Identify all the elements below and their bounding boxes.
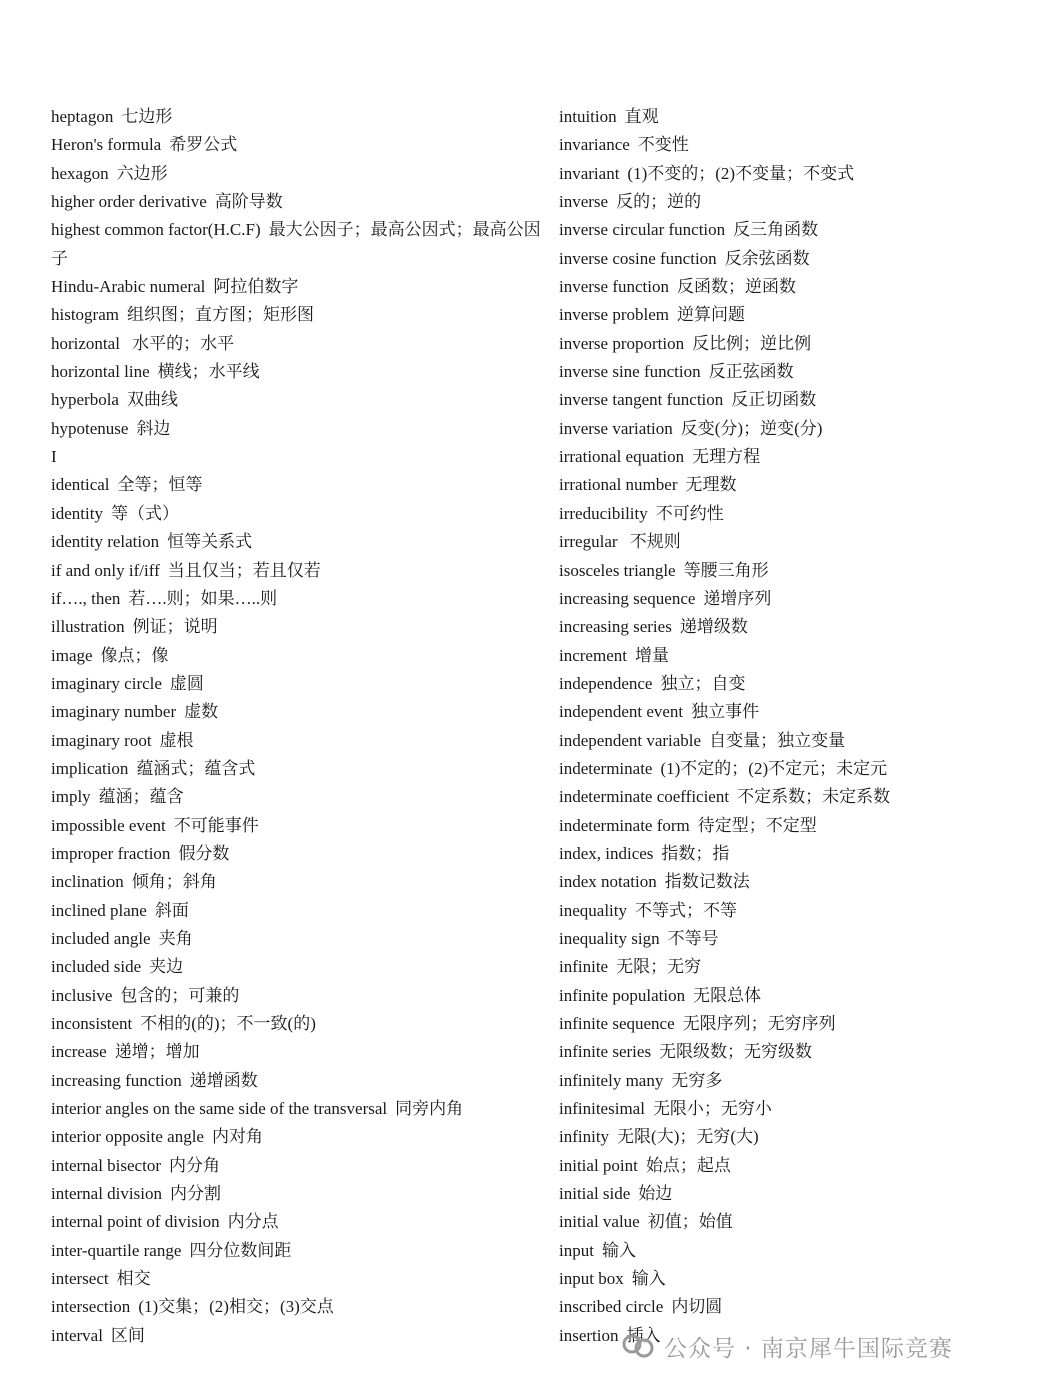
glossary-entry [559,953,1029,981]
entry-definition: 反三角函数 [733,220,819,240]
glossary-entry [51,1208,541,1236]
entry-definition: 相交 [116,1269,151,1289]
entry-definition: 四分位数间距 [189,1240,292,1260]
glossary-entry [559,868,1029,896]
entry-term: inverse problem [559,305,669,325]
glossary-entry [51,1322,541,1350]
entry-term: infinity [559,1127,610,1147]
entry-term: interior opposite angle [51,1127,204,1147]
entry-definition: 组织图；直方图；矩形图 [127,305,314,325]
entry-definition: 无限级数；无穷级数 [659,1042,813,1062]
entry-definition: 同旁内角 [395,1099,464,1119]
glossary-entry [51,1293,541,1321]
glossary-entry [559,103,1029,131]
entry-definition: 增量 [634,645,669,665]
entry-definition: 横线；水平线 [157,362,260,382]
entry-term: infinite series [559,1042,652,1062]
glossary-entry [51,301,541,329]
entry-definition: 虚数 [184,702,219,722]
entry-term: image [51,645,93,665]
glossary-entry [559,698,1029,726]
entry-definition: 独立事件 [691,702,760,722]
glossary-entry [51,585,541,613]
glossary-entry [51,1152,541,1180]
entry-term: initial side [559,1184,631,1204]
glossary-entry [51,557,541,585]
entry-term: if…., then [51,588,121,608]
glossary-entry [51,897,541,925]
entry-term: infinitely many [559,1070,664,1090]
right-glossary-column [559,103,1029,1350]
entry-term: imply [51,787,91,807]
entry-definition: 区间 [110,1325,145,1345]
glossary-entry [51,1123,541,1151]
glossary-entry [51,982,541,1010]
glossary-entry [51,840,541,868]
entry-term: internal point of division [51,1212,220,1232]
entry-definition: 无理数 [685,475,737,495]
glossary-entry [51,500,541,528]
entry-term: irrational equation [559,447,685,467]
entry-term: inclusive [51,985,113,1005]
glossary-entry [51,330,541,358]
glossary-entry [51,1038,541,1066]
entry-definition: 等腰三角形 [683,560,769,580]
glossary-entry [559,330,1029,358]
glossary-entry [51,812,541,840]
glossary-entry [51,1180,541,1208]
glossary-entry [51,358,541,386]
glossary-entry [559,273,1029,301]
entry-definition: 内分点 [227,1212,279,1232]
glossary-entry [559,301,1029,329]
entry-term: isosceles triangle [559,560,676,580]
entry-term: illustration [51,617,125,637]
glossary-entry [559,216,1029,244]
entry-definition: 初值；始值 [647,1212,733,1232]
entry-definition: 无限序列；无穷序列 [682,1014,836,1033]
entry-term: inclined plane [51,900,147,920]
glossary-entry [559,528,1029,556]
glossary-entry [559,783,1029,811]
entry-term: infinite [559,957,609,977]
glossary-entry [559,471,1029,499]
entry-definition: 内切圆 [671,1297,723,1317]
entry-term: imaginary root [51,730,152,750]
entry-term: internal bisector [51,1155,161,1175]
entry-definition: 六边形 [116,163,168,183]
entry-term: higher order derivative [51,192,207,212]
entry-term: independent variable [559,730,702,750]
glossary-entry [559,245,1029,273]
entry-definition: 递增级数 [679,617,748,637]
entry-definition: 内对角 [211,1127,263,1147]
entry-term: irreducibility [559,503,648,523]
entry-definition: 阿拉伯数字 [213,277,299,297]
entry-term: initial value [559,1212,640,1232]
glossary-entry [51,925,541,953]
glossary-entry [51,1095,541,1123]
entry-definition: 不等式；不等 [634,900,737,920]
glossary-entry [559,642,1029,670]
entry-term: imaginary number [51,702,177,722]
entry-definition: 反的；逆的 [616,192,702,212]
entry-term: histogram [51,305,119,325]
glossary-entry [559,1095,1029,1123]
entry-term: infinite sequence [559,1014,675,1033]
entry-term: increase [51,1042,107,1062]
glossary-entry [559,727,1029,755]
glossary-entry [51,471,541,499]
entry-definition: 全等；恒等 [117,475,203,495]
watermark [620,1326,953,1366]
glossary-entry [51,415,541,443]
glossary-entry [51,953,541,981]
entry-term: inverse variation [559,418,673,438]
glossary-entry [51,528,541,556]
entry-term: highest common factor(H.C.F) [51,220,261,240]
entry-term: identity relation [51,532,160,552]
entry-definition: 例证；说明 [132,617,218,637]
glossary-entry [51,613,541,641]
entry-term: inverse cosine function [559,248,717,268]
entry-term: indeterminate coefficient [559,787,730,807]
entry-definition: 递增序列 [703,588,772,608]
glossary-entry [559,982,1029,1010]
entry-term: index notation [559,872,657,892]
entry-term: included side [51,957,142,977]
entry-definition: 七边形 [121,107,173,126]
entry-term: impossible event [51,815,166,835]
entry-term: increment [559,645,627,665]
entry-term: irrational number [559,475,678,495]
glossary-entry [559,755,1029,783]
entry-term: intuition [559,107,617,126]
glossary-entry [51,273,541,301]
entry-definition: 反函数；逆函数 [677,277,796,297]
entry-definition: 无限总体 [693,985,762,1005]
entry-term: improper fraction [51,843,171,863]
entry-term: irregular [559,532,618,552]
entry-term: insertion [559,1325,619,1345]
entry-definition: 不可约性 [655,503,724,523]
entry-term: increasing series [559,617,672,637]
entry-term: I [51,447,57,467]
entry-definition: 假分数 [178,843,230,863]
glossary-entry [51,1237,541,1265]
entry-definition: 独立；自变 [660,673,746,693]
entry-term: invariance [559,135,630,155]
left-glossary-column [51,103,541,1350]
entry-definition: 夹边 [149,957,184,977]
entry-term: Heron's formula [51,135,162,155]
entry-term: inverse sine function [559,362,701,382]
glossary-entry [51,1010,541,1038]
entry-term: interior angles on the same side of the transversal [51,1099,388,1119]
glossary-entry [51,642,541,670]
glossary-entry [51,188,541,216]
entry-definition: 水平的；水平 [127,333,235,353]
entry-term: inequality [559,900,627,920]
entry-term: identical [51,475,110,495]
entry-definition: 双曲线 [126,390,178,410]
entry-definition: 指数；指 [661,843,730,863]
entry-term: if and only if/iff [51,560,160,580]
entry-definition: 无限；无穷 [616,957,702,977]
glossary-entry [559,1237,1029,1265]
entry-definition: 虚圆 [169,673,204,693]
glossary-entry [559,1180,1029,1208]
glossary-entry [51,727,541,755]
entry-definition: 自变量；独立变量 [709,730,846,750]
entry-definition: 倾角；斜角 [131,872,217,892]
entry-term: invariant [559,163,620,183]
entry-definition: 蕴涵；蕴含 [98,787,184,807]
glossary-entry [559,812,1029,840]
glossary-entry [51,1067,541,1095]
glossary-entry [559,386,1029,414]
glossary-entry [559,1038,1029,1066]
entry-term: independence [559,673,653,693]
glossary-entry [559,500,1029,528]
glossary-entry [559,131,1029,159]
entry-definition: 等（式） [110,503,179,523]
entry-definition: 不定系数；未定系数 [737,787,891,807]
glossary-entry [559,160,1029,188]
entry-term: intersection [51,1297,131,1317]
entry-term: index, indices [559,843,654,863]
glossary-entry [51,868,541,896]
entry-definition: 插入 [626,1325,661,1345]
entry-definition: 夹角 [158,928,193,948]
glossary-entry [51,698,541,726]
entry-definition: 最大公因子；最高公因式；最高公因子 [51,220,541,268]
glossary-entry [559,585,1029,613]
entry-term: inconsistent [51,1014,133,1033]
entry-definition: 包含的；可兼的 [120,985,240,1005]
glossary-entry [559,1265,1029,1293]
entry-definition: 反变(分)；逆变(分) [680,418,823,438]
wechat-channel-icon [620,1331,656,1361]
entry-term: horizontal [51,333,120,353]
entry-term: indeterminate [559,758,653,778]
entry-definition: 无限小；无穷小 [652,1099,772,1119]
glossary-entry [559,670,1029,698]
glossary-entry [51,160,541,188]
entry-definition: 递增函数 [189,1070,258,1090]
entry-definition: 若….则；如果…..则 [128,588,278,608]
entry-definition: 不等号 [667,928,719,948]
entry-definition: 蕴涵式；蕴含式 [136,758,256,778]
glossary-entry [559,557,1029,585]
entry-term: heptagon [51,107,114,126]
entry-term: input box [559,1269,624,1289]
glossary-entry [559,1293,1029,1321]
glossary-entry [51,755,541,783]
glossary-entry [559,925,1029,953]
entry-term: indeterminate form [559,815,690,835]
entry-term: implication [51,758,129,778]
entry-definition: 直观 [624,107,659,126]
entry-term: hyperbola [51,390,119,410]
entry-term: imaginary circle [51,673,162,693]
glossary-entry [51,783,541,811]
entry-term: infinite population [559,985,686,1005]
entry-term: input [559,1240,594,1260]
entry-term: inverse proportion [559,333,685,353]
entry-definition: 当且仅当；若且仅若 [167,560,321,580]
entry-term: initial point [559,1155,638,1175]
entry-term: independent event [559,702,684,722]
entry-definition: (1)不定的；(2)不定元；未定元 [660,758,888,778]
entry-term: hypotenuse [51,418,129,438]
entry-definition: 输入 [601,1240,636,1260]
entry-definition: 始边 [638,1184,673,1204]
entry-term: horizontal line [51,362,150,382]
entry-definition: 反正弦函数 [708,362,794,382]
glossary-entry [51,103,541,131]
glossary-entry [559,415,1029,443]
glossary-entry [51,670,541,698]
entry-definition: 虚根 [159,730,194,750]
watermark-text: 公众号 · 南京犀牛国际竞赛 [664,1335,953,1362]
entry-term: inequality sign [559,928,660,948]
entry-definition: 不可能事件 [173,815,259,835]
glossary-entry [559,897,1029,925]
glossary-entry [559,443,1029,471]
glossary-entry [51,131,541,159]
glossary-entry [559,188,1029,216]
glossary-entry [559,1010,1029,1038]
glossary-entry [51,1265,541,1293]
entry-term: Hindu-Arabic numeral [51,277,206,297]
entry-definition: 始点；起点 [645,1155,731,1175]
glossary-entry [51,443,541,471]
entry-definition: 反余弦函数 [724,248,810,268]
glossary-entry [559,1208,1029,1236]
entry-term: inter-quartile range [51,1240,182,1260]
entry-definition: 恒等关系式 [167,532,253,552]
glossary-entry [559,358,1029,386]
entry-definition: 内分角 [169,1155,220,1175]
entry-definition: 输入 [631,1269,666,1289]
entry-definition: 待定型；不定型 [697,815,817,835]
glossary-entry [559,1123,1029,1151]
entry-definition: 反正切函数 [731,390,817,410]
entry-definition: 斜边 [136,418,171,438]
glossary-entry [559,840,1029,868]
glossary-entry [559,1152,1029,1180]
entry-term: identity [51,503,103,523]
entry-definition: 递增；增加 [114,1042,200,1062]
entry-definition: 无理方程 [692,447,761,467]
entry-definition: 逆算问题 [677,305,745,325]
entry-definition: 高阶导数 [214,192,283,212]
entry-term: inclination [51,872,124,892]
glossary-entry [559,613,1029,641]
entry-definition: 反比例；逆比例 [692,333,812,353]
entry-definition: (1)交集；(2)相交；(3)交点 [138,1297,334,1317]
entry-definition: 像点；像 [100,645,169,665]
entry-term: intersect [51,1269,109,1289]
entry-term: interval [51,1325,103,1345]
entry-definition: (1)不变的；(2)不变量；不变式 [627,163,855,183]
entry-definition: 指数记数法 [664,872,750,892]
entry-definition: 希罗公式 [169,135,238,155]
entry-term: increasing function [51,1070,182,1090]
entry-term: internal division [51,1184,162,1204]
entry-term: inscribed circle [559,1297,664,1317]
entry-definition: 不变性 [637,135,689,155]
entry-term: inverse function [559,277,669,297]
entry-definition: 斜面 [154,900,189,920]
entry-definition: 无穷多 [671,1070,723,1090]
entry-definition: 不相的(的)；不一致(的) [140,1014,316,1033]
glossary-entry [559,1067,1029,1095]
entry-term: inverse tangent function [559,390,724,410]
entry-term: increasing sequence [559,588,696,608]
entry-definition: 无限(大)；无穷(大) [617,1127,759,1147]
entry-term: infinitesimal [559,1099,645,1119]
glossary-entry [51,386,541,414]
glossary-entry [51,216,541,273]
entry-term: included angle [51,928,151,948]
entry-definition: 内分割 [169,1184,221,1204]
entry-term: inverse [559,192,609,212]
entry-term: hexagon [51,163,109,183]
entry-term: inverse circular function [559,220,726,240]
entry-definition: 不规则 [625,532,681,552]
